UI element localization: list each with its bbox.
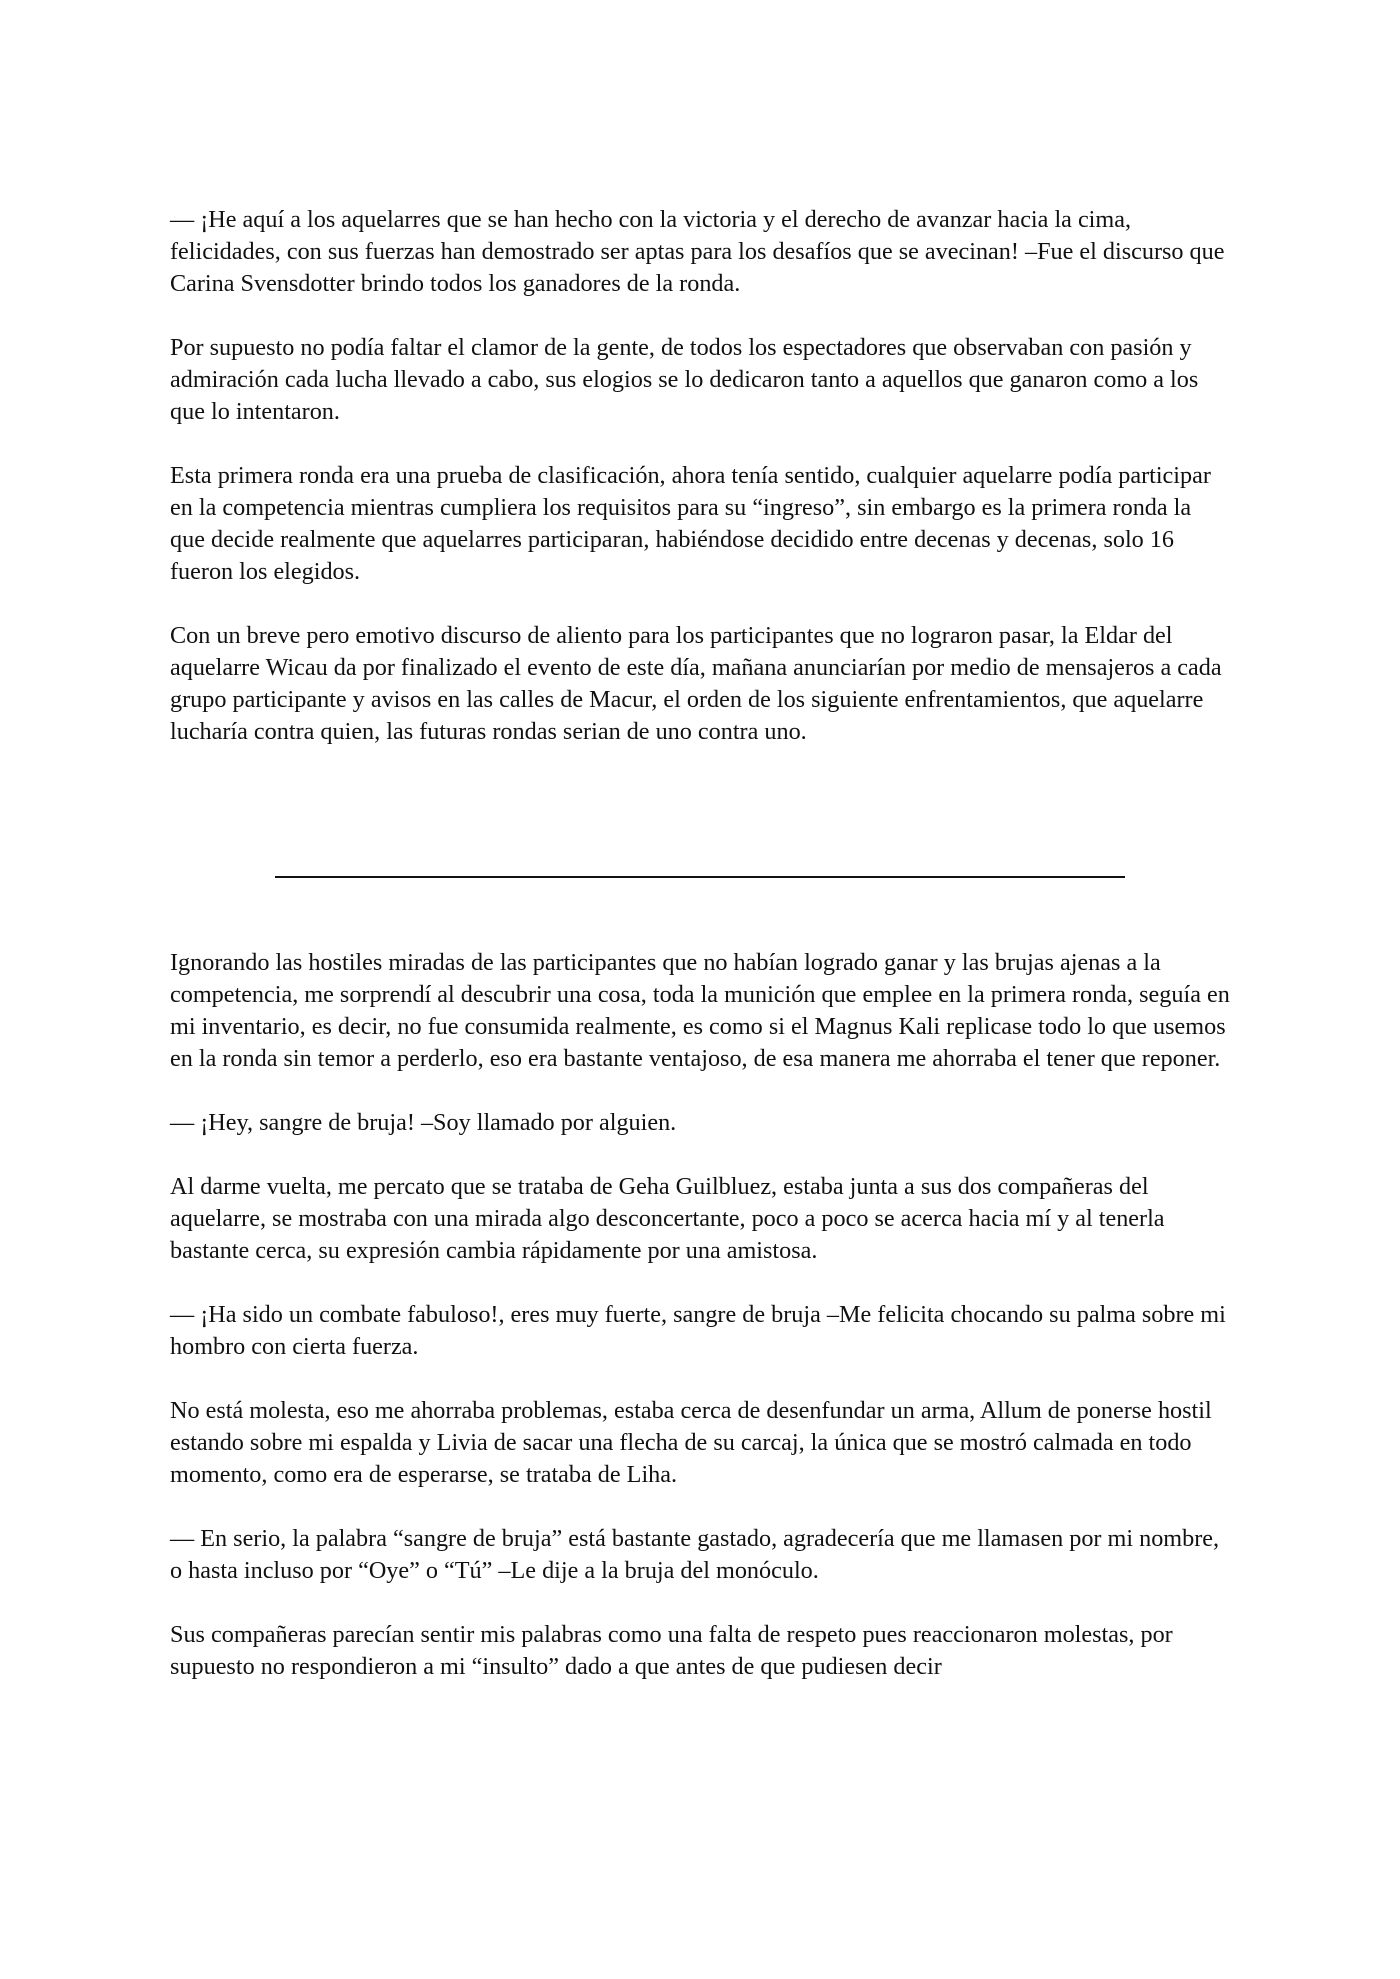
dialogue-line: — En serio, la palabra “sangre de bruja” está bastante gastado, agradecería que me llamasen por mi nombre, o hasta incluso por “Oye” o “Tú” –Le dije a la bruja del monóculo. xyxy=(170,1525,1220,1584)
paragraph: Ignorando las hostiles miradas de las participantes que no habían logrado ganar y las brujas ajenas a la competencia, me sorprendí al descubrir una cosa, toda la munición que emplee en la primera ronda, seguía en mi inventario, es decir, no fue consumida realmente, es como si el Magnus Kali replicase todo lo que usemos en la ronda sin temor a perderlo, eso era bastante ventajoso, de esa manera me ahorraba el tener que reponer. xyxy=(170,949,1230,1072)
section-divider xyxy=(275,876,1125,878)
section-2 xyxy=(170,947,1230,1683)
dialogue-line: — ¡Ha sido un combate fabuloso!, eres muy fuerte, sangre de bruja –Me felicita chocando su palma sobre mi hombro con cierta fuerza. xyxy=(170,1301,1226,1360)
dialogue-line: — ¡Hey, sangre de bruja! –Soy llamado por alguien. xyxy=(170,1109,677,1136)
paragraph: Sus compañeras parecían sentir mis palabras como una falta de respeto pues reaccionaron molestas, por supuesto no respondieron a mi “insulto” dado a que antes de que pudiesen decir xyxy=(170,1621,1173,1680)
paragraph: No está molesta, eso me ahorraba problemas, estaba cerca de desenfundar un arma, Allum de ponerse hostil estando sobre mi espalda y Livia de sacar una flecha de su carcaj, la única que se mostró calmada en todo momento, como era de esperarse, se trataba de Liha. xyxy=(170,1397,1212,1488)
paragraph: Con un breve pero emotivo discurso de aliento para los participantes que no lograron pasar, la Eldar del aquelarre Wicau da por finalizado el evento de este día, mañana anunciarían por medio de mensajeros a cada grupo participante y avisos en las calles de Macur, el orden de los siguiente enfrentamientos, que aquelarre lucharía contra quien, las futuras rondas serian de uno contra uno. xyxy=(170,622,1222,745)
paragraph: Al darme vuelta, me percato que se trataba de Geha Guilbluez, estaba junta a sus dos compañeras del aquelarre, se mostraba con una mirada algo desconcertante, poco a poco se acerca hacia mí y al tenerla bastante cerca, su expresión cambia rápidamente por una amistosa. xyxy=(170,1173,1165,1264)
paragraph: Por supuesto no podía faltar el clamor de la gente, de todos los espectadores que observaban con pasión y admiración cada lucha llevado a cabo, sus elogios se lo dedicaron tanto a aquellos que ganaron como a los que lo intentaron. xyxy=(170,334,1199,425)
paragraph: Esta primera ronda era una prueba de clasificación, ahora tenía sentido, cualquier aquelarre podía participar en la competencia mientras cumpliera los requisitos para su “ingreso”, sin embargo es la primera ronda la que decide realmente que aquelarres participaran, habiéndose decidido entre decenas y decenas, solo 16 fueron los elegidos. xyxy=(170,462,1211,585)
section-1 xyxy=(170,204,1230,748)
paragraph: — ¡He aquí a los aquelarres que se han hecho con la victoria y el derecho de avanzar hacia la cima, felicidades, con sus fuerzas han demostrado ser aptas para los desafíos que se avecinan! –Fue el discurso que Carina Svensdotter brindo todos los ganadores de la ronda. xyxy=(170,206,1225,297)
